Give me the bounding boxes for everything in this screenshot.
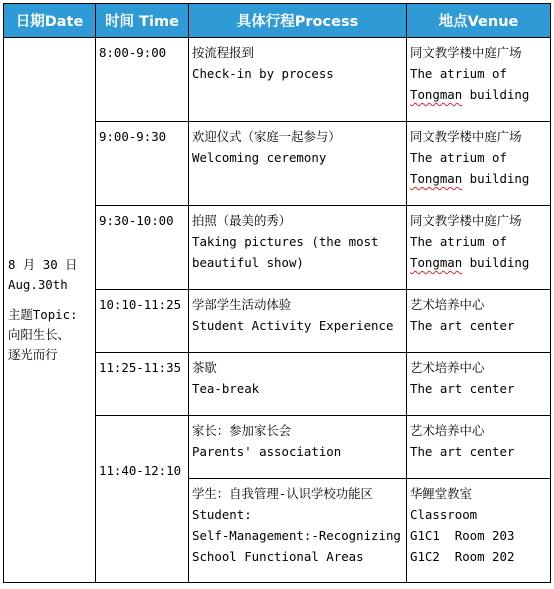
process-cell: 学部学生活动体验 Student Activity Experience: [189, 290, 407, 353]
header-row: [4, 4, 551, 38]
process-cell: 家长：参加家长会 Parents' association: [189, 416, 407, 479]
time-cell: 10:10-11:25: [96, 290, 189, 353]
venue-cell: 华鲤堂教室 Classroom G1C1 Room 203 G1C2 Room 202: [407, 479, 551, 583]
topic-line2: 逐光而行: [8, 347, 58, 362]
schedule-sheet: [3, 3, 550, 581]
process-cell: 学生：自我管理-认识学校功能区 Student: Self-Management:-Recognizing School Functional Areas: [189, 479, 407, 583]
date-cell: [4, 38, 96, 583]
venue-cell: 同文教学楼中庭广场 The atrium of Tongman building: [407, 206, 551, 290]
time-cell: 11:40-12:10: [96, 416, 189, 583]
process-cell: 茶歇 Tea-break: [189, 353, 407, 416]
schedule-table: [3, 3, 551, 583]
time-cell: 8:00-9:00: [96, 38, 189, 122]
venue-cell: 艺术培养中心 The art center: [407, 416, 551, 479]
time-cell: 11:25-11:35: [96, 353, 189, 416]
header-process: 具体行程Process: [189, 4, 407, 38]
header-date: 日期Date: [4, 4, 96, 38]
venue-cell: 艺术培养中心 The art center: [407, 290, 551, 353]
process-cell: 欢迎仪式（家庭一起参与） Welcoming ceremony: [189, 122, 407, 206]
venue-cell: 同文教学楼中庭广场 The atrium of Tongman building: [407, 38, 551, 122]
spellcheck-word: Tongman: [410, 87, 463, 102]
spellcheck-word: Tongman: [410, 171, 463, 186]
process-cell: 拍照（最美的秀） Taking pictures (the most beautiful show): [189, 206, 407, 290]
process-cell: 按流程报到 Check-in by process: [189, 38, 407, 122]
topic-label: 主题Topic:: [8, 307, 78, 322]
header-venue: 地点Venue: [407, 4, 551, 38]
spellcheck-word: Tongman: [410, 255, 463, 270]
date-cn: 8 月 30 日: [8, 257, 78, 272]
time-cell: 9:30-10:00: [96, 206, 189, 290]
header-time: 时间 Time: [96, 4, 189, 38]
date-en: Aug.30th: [8, 277, 68, 292]
venue-cell: 同文教学楼中庭广场 The atrium of Tongman building: [407, 122, 551, 206]
time-cell: 9:00-9:30: [96, 122, 189, 206]
table-row: [4, 38, 551, 122]
topic-line1: 向阳生长、: [8, 327, 70, 342]
venue-cell: 艺术培养中心 The art center: [407, 353, 551, 416]
